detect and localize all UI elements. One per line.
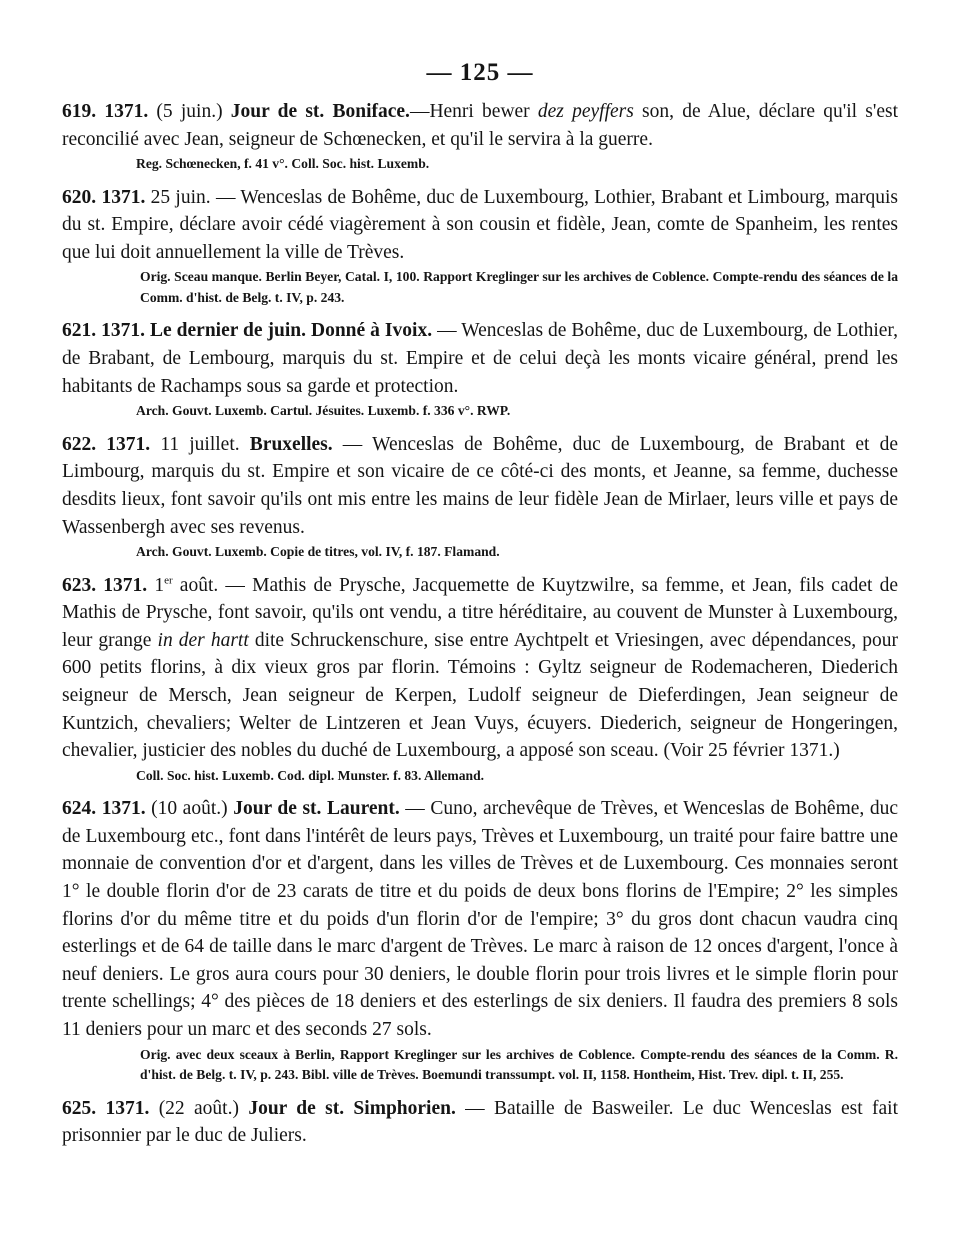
entry-number: 619. (62, 101, 97, 122)
entry-text (62, 1095, 898, 1150)
entry-year: 1371. (104, 101, 149, 122)
entry-text (62, 184, 898, 267)
entry-date-day: 1 (154, 574, 165, 596)
document-page (62, 58, 898, 1150)
entry-date: (10 août.) (151, 798, 228, 820)
entry-source: Arch. Gouvt. Luxemb. Cartul. Jésuites. Luxemb. f. 336 v°. RWP. (136, 403, 511, 419)
entry-feast: Bruxelles. (249, 433, 333, 455)
entry-feast: Jour de st. Boniface. (230, 101, 410, 122)
entry-body: — Wenceslas de Bohême, duc de Luxembourg, de Brabant et de Limbourg, marquis du st. Empire et son vicaire de ce côté-ci des monts, et Jeanne, sa femme, duchesse desdits lieux, font savoir qu'ils ont mis entre les mains de leur fidèle Jean de Mirlaer, leurs ville et pays de Wassenbergh avec ses revenus. (62, 433, 898, 538)
entry-620 (62, 184, 898, 309)
entry-feast: Jour de st. Simphorien. (248, 1097, 456, 1119)
entry-source: Reg. Schœnecken, f. 41 v°. Coll. Soc. hist. Luxemb. (136, 156, 430, 172)
page-number: — 125 — (426, 59, 534, 86)
entry-source: Orig. Sceau manque. Berlin Beyer, Catal. I, 100. Rapport Kreglinger sur les archives de Coblence. Compte-rendu des séances de la Comm. d'hist. de Belg. t. IV, p. 243. (140, 269, 898, 305)
entry-date: (22 août.) (158, 1097, 239, 1119)
entry-number: 623. (62, 574, 97, 596)
entry-year: 1371. (105, 1097, 150, 1119)
entry-source: Coll. Soc. hist. Luxemb. Cod. dipl. Munster. f. 83. Allemand. (136, 767, 485, 783)
entry-body: — Bataille de Basweiler. Le duc Wenceslas est fait prisonnier par le duc de Juliers. (62, 1097, 899, 1147)
entry-feast: Jour de st. Laurent. (233, 798, 400, 820)
entry-number: 622. (62, 433, 97, 455)
entry-date: (5 juin.) (156, 101, 223, 122)
entry-body: — Wenceslas de Bohême, duc de Luxembourg, de Lothier, de Brabant, de Lembourg, marquis du st. Empire et de celui deçà les monts vicaire général, prend les habitants de Rachamps sous sa garde et protection. (62, 320, 898, 397)
entry-text (62, 795, 898, 1043)
entry-year: 1371. (101, 798, 146, 820)
entry-body-cont: son, de Alue, déclare qu'il s'est reconcilié avec Jean, seigneur de Schœnecken, et qu'il le servira à la guerre. (62, 101, 899, 150)
entry-text (62, 572, 898, 765)
entry-621 (62, 317, 898, 421)
entry-date-ordinal: er (164, 574, 173, 587)
entry-text (62, 317, 898, 400)
entry-number: 620. (62, 186, 97, 208)
entry-text (62, 431, 898, 541)
entry-623 (62, 572, 898, 787)
entry-year: 1371. (103, 574, 148, 596)
entry-number: 624. (62, 798, 97, 820)
entry-body: —Henri bewer (409, 101, 538, 122)
entry-year: 1371. (101, 186, 146, 208)
entry-body-cont: dite Schruckenschure, sise entre Aychtpelt et Vriesingen, avec dépendances, pour 600 petits florins, à dix vieux gros par florin. Témoins : Gyltz seigneur de Rodemacheren, Diederich seigneur de Mersch, Jean seigneur de Kerpen, Ludolf seigneur de Dieferdingen, Jean seigneur de Kuntzich, chevaliers; Welter de Lintzeren et Jean Vuys, écuyers. Diederich, seigneur de Hongeringen, chevalier, justicier des nobles du duché de Luxembourg, a apposé son sceau. (Voir 25 février 1371.) (62, 629, 898, 762)
entry-number: 621. (62, 320, 97, 342)
entry-625 (62, 1095, 898, 1150)
entry-number: 625. (62, 1097, 97, 1119)
entry-619 (62, 98, 898, 175)
entry-italic-term: dez peyffers (537, 101, 634, 122)
entry-year: 1371. (101, 320, 145, 342)
entry-body: — Mathis de Prysche, Jacquemette de Kuytzwilre, sa femme, et Jean, fils cadet de Mathis de Prysche, font savoir, qu'ils ont vendu, a titre héréditaire, au couvent de Munster à Luxembourg, leur grange (62, 574, 898, 651)
entry-622 (62, 431, 898, 563)
entry-source: Arch. Gouvt. Luxemb. Copie de titres, vol. IV, f. 187. Flamand. (136, 544, 500, 560)
entry-date: 11 juillet. (160, 433, 240, 455)
entry-body: — Cuno, archevêque de Trèves, et Wenceslas de Bohême, duc de Luxembourg etc., font dans l'intérêt de leurs pays, Trèves et Luxembourg, un traité pour faire battre une monnaie de convention d'or et d'argent, dans les villes de Trèves et de Luxembourg. Ces monnaies seront 1° le double florin d'or de 23 carats de titre et du poids de deux bons florins de l'Empire; 2° les simples florins d'or du même titre et du poids d'un florin d'or de l'empire; 3° du gros dont chacun vaudra cinq esterlings et de 64 de taille dans le marc d'argent de Trèves. Le marc à raison de 12 onces d'argent, l'once à neuf deniers. Le gros aura cours pour 30 deniers, le double florin pour trois livres et le simple florin pour trente schellings; 4° des pièces de 18 deniers et des esterlings de six deniers. Il faudra des premiers 8 sols 11 deniers pour un marc et des seconds 27 sols. (62, 798, 898, 1041)
entry-date-month: août. (172, 574, 219, 596)
entry-date: 25 juin. (150, 186, 211, 208)
entry-624 (62, 795, 898, 1085)
entry-feast: Le dernier de juin. Donné à Ivoix. (150, 320, 433, 342)
entry-italic-term: in der hartt (157, 629, 249, 651)
entry-source: Orig. avec deux sceaux à Berlin, Rapport Kreglinger sur les archives de Coblence. Compte-rendu des séances de la Comm. R. d'hist. de Belg. t. IV, p. 243. Bibl. ville de Trèves. Boemundi transsumpt. vol. II, 1158. Hontheim, Hist. Trev. dipl. t. II, 255. (140, 1046, 898, 1083)
entry-body: — Wenceslas de Bohême, duc de Luxembourg, Lothier, Brabant et Limbourg, marquis du st. Empire, déclare avoir cédé viagèrement à son cousin et fidèle, Jean, comte de Spanheim, les rentes que lui doit annuellement la ville de Trèves. (62, 186, 899, 263)
entry-date (154, 575, 218, 596)
entry-text (62, 98, 898, 153)
entry-year: 1371. (106, 433, 151, 455)
